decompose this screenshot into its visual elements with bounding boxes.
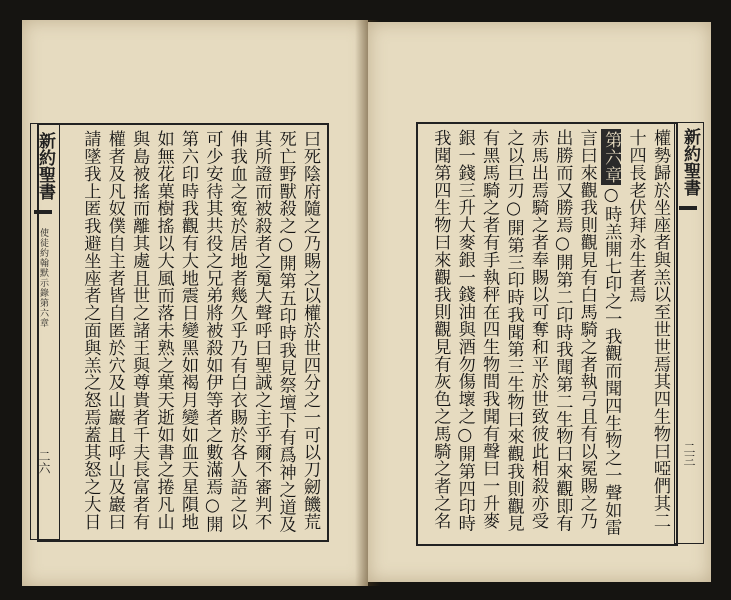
- left-body-text: [60, 130, 322, 535]
- left-side-title: 新約聖書: [35, 132, 55, 200]
- text-line: 如無花菓樹搖以大風而落未熟之菓天逝如書之捲凡山: [153, 130, 174, 531]
- text-line: 權勢歸於坐座者與羔以至世世焉其四生物曰啞們其二: [650, 129, 670, 530]
- text-line: 言曰來觀我則觀見有白馬騎之者執弓且有以冕賜之乃: [576, 129, 597, 530]
- left-fishtail-ornament: [34, 210, 52, 214]
- text-line: 權者及凡奴僕自主者皆自匿於穴及山巖且呼山及巖曰: [104, 130, 125, 531]
- text-line: 可少安待其共役之兄弟將被殺如伊等者之數滿焉○開: [202, 130, 223, 533]
- right-page: [368, 22, 711, 582]
- text-line: 第六印時我觀有大地震日變黑如褐月變如血天星隕地: [177, 130, 198, 531]
- left-page-number: 二六: [37, 450, 51, 474]
- right-page-number: 二三: [682, 442, 696, 466]
- text-line: [599, 129, 623, 539]
- text-line: 有黑馬騎之者有手執秤在四生物間我聞有聲曰一升麥: [479, 129, 500, 530]
- text-line: 與島被搖而離其處且世之諸王與尊貴者千夫長富者有: [129, 130, 150, 531]
- text-line: 曰死陰府隨之乃賜之以權於世四分之一可以刀劒饑荒: [300, 130, 320, 531]
- text-line: 十四長老伏拜永生者焉: [625, 129, 646, 303]
- text-line: 銀一錢三升大麥銀一錢油與酒勿傷壞之○開第四印時: [454, 129, 475, 532]
- right-body-text: [420, 129, 672, 539]
- text-line: 其所證而被殺者之䰟大聲呼曰聖誠之主乎爾不審判不: [251, 130, 272, 531]
- right-fishtail-ornament: [679, 206, 697, 210]
- left-page: [22, 20, 368, 586]
- text-line: 我聞第四生物曰來觀我則觀見有灰色之馬騎之者之名: [430, 129, 451, 530]
- text-line: 死亡野獸殺之○開第五印時我見祭壇下有爲神之道及: [275, 130, 296, 533]
- chapter-line-rest: ○時羔開七印之一我觀而聞四生物之一聲如雷: [601, 185, 622, 537]
- text-line: 伸我血之寃於居地者幾久乎乃有白衣賜於各人語之以: [226, 130, 247, 531]
- text-line: 赤馬出焉騎之者奉賜以可奪和平於世致彼此相殺亦受: [527, 129, 548, 530]
- text-line: 請墜我上匿我避坐座者之面與羔之怒焉蓋其怒之大日: [80, 130, 101, 531]
- left-side-subtitle: 使徒約翰默示錄第六章: [38, 228, 48, 328]
- text-line: 出勝而又勝焉○開第二印時我聞第二生物曰來觀即有: [552, 129, 573, 532]
- right-side-title: 新約聖書: [680, 128, 700, 196]
- chapter-heading: 第六章: [601, 131, 622, 184]
- text-line: 之以巨刃○開第三印時我聞第三生物曰來觀我則觀見: [503, 129, 524, 532]
